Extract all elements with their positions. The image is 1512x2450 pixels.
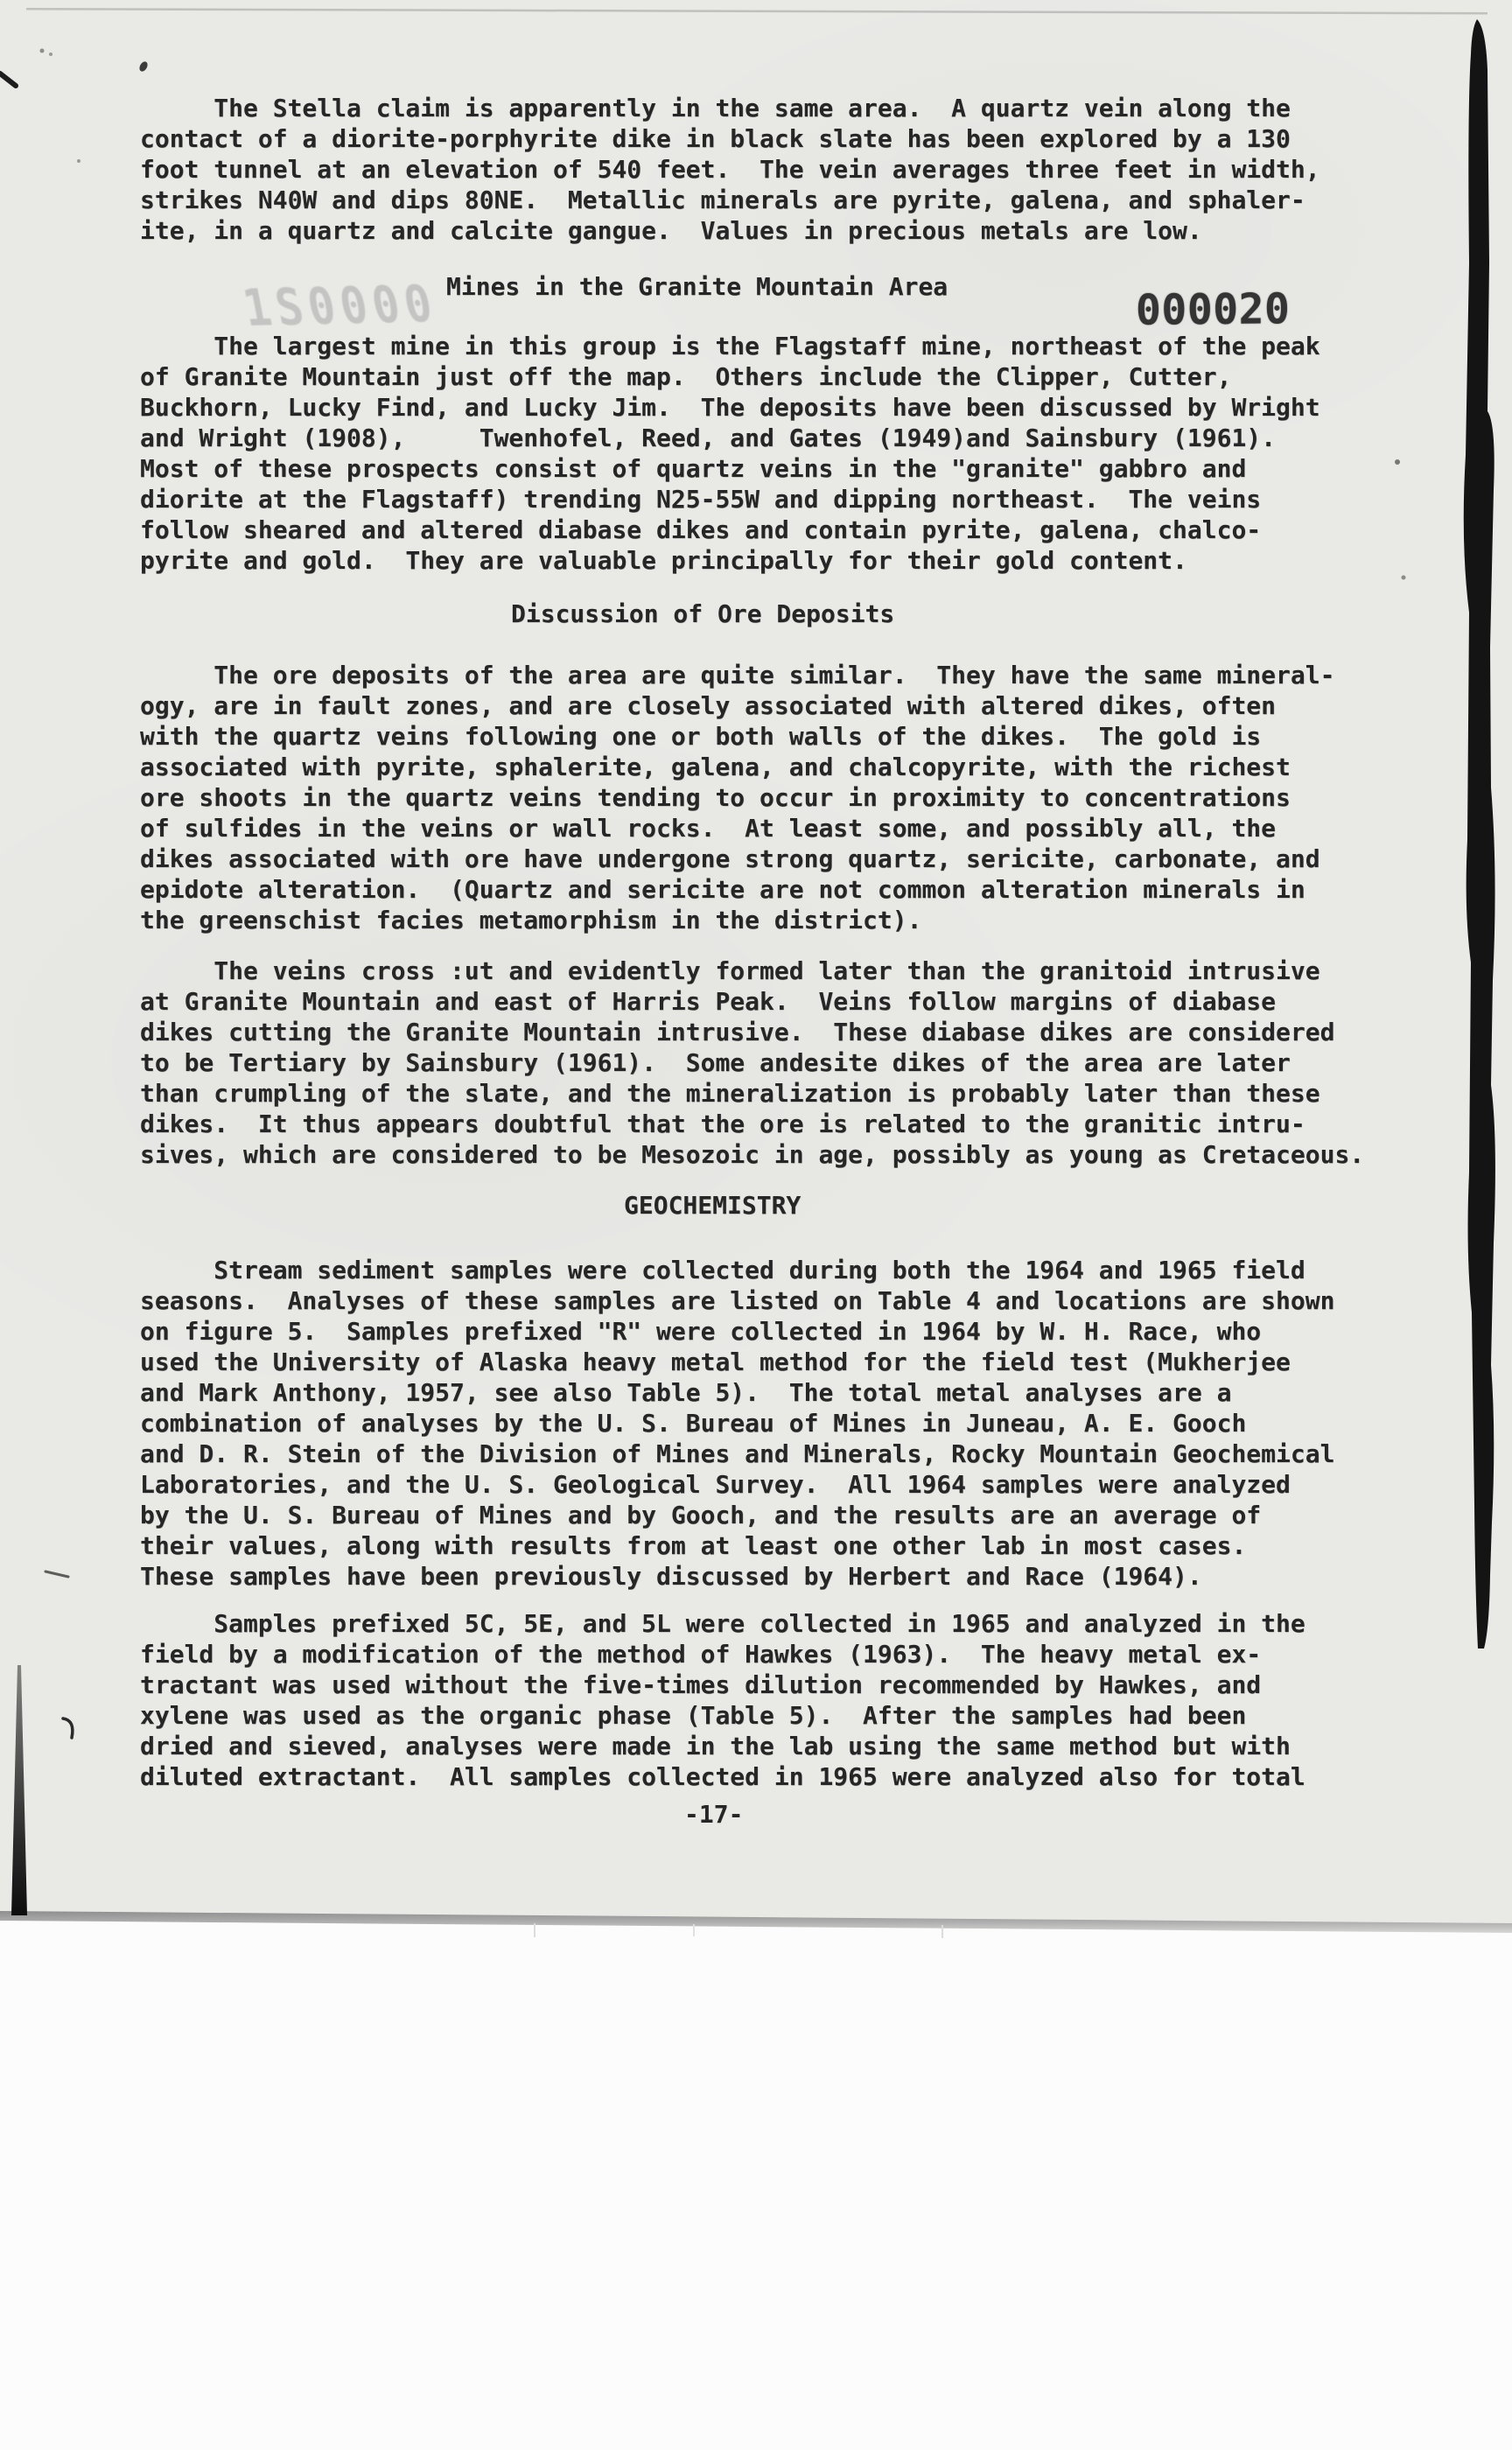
text-line: follow sheared and altered diabase dikes and contain pyrite, galena, chalco- xyxy=(140,515,1262,544)
stamp-bleedthrough: 1S0000 xyxy=(238,273,443,338)
scanner-streak xyxy=(942,1925,943,1938)
text-line: associated with pyrite, sphalerite, galena, and chalcopyrite, with the richest xyxy=(140,752,1291,781)
text-line: The ore deposits of the area are quite similar. They have the same mineral- xyxy=(140,661,1335,690)
text-line: contact of a diorite-porphyrite dike in black slate has been explored by a 130 xyxy=(140,124,1291,153)
text-line: pyrite and gold. They are valuable principally for their gold content. xyxy=(140,546,1187,575)
text-line: to be Tertiary by Sainsbury (1961). Some andesite dikes of the area are later xyxy=(140,1048,1291,1077)
text-line: dikes cutting the Granite Mountain intrusive. These diabase dikes are considered xyxy=(140,1018,1335,1046)
text-line: their values, along with results from at least one other lab in most cases. xyxy=(140,1531,1247,1560)
text-line: xylene was used as the organic phase (Table 5). After the samples had been xyxy=(140,1701,1247,1730)
text-line: sives, which are considered to be Mesozoic in age, possibly as young as Cretaceous. xyxy=(140,1140,1365,1169)
text-line: The Stella claim is apparently in the same area. A quartz vein along the xyxy=(140,94,1291,122)
text-line: The veins cross :ut and evidently formed later than the granitoid intrusive xyxy=(140,956,1320,985)
text-line: These samples have been previously discussed by Herbert and Race (1964). xyxy=(140,1562,1202,1591)
paragraph-stream-sediment xyxy=(140,1255,1334,1592)
text-line: combination of analyses by the U. S. Bureau of Mines in Juneau, A. E. Gooch xyxy=(140,1409,1247,1438)
paragraph-samples-5c5e5l xyxy=(140,1608,1306,1792)
text-line: Most of these prospects consist of quartz veins in the "granite" gabbro and xyxy=(140,454,1247,483)
scanner-background xyxy=(0,1918,1512,2450)
text-line: and Wright (1908), Twenhofel, Reed, and Gates (1949)and Sainsbury (1961). xyxy=(140,424,1277,452)
text-line: ogy, are in fault zones, and are closely associated with altered dikes, often xyxy=(140,691,1277,720)
text-line: and Mark Anthony, 1957, see also Table 5). The total metal analyses are a xyxy=(140,1378,1232,1407)
text-line: seasons. Analyses of these samples are listed on Table 4 and locations are shown xyxy=(140,1286,1335,1315)
text-line: The largest mine in this group is the Flagstaff mine, northeast of the peak xyxy=(140,332,1320,360)
page-number: -17- xyxy=(684,1800,744,1829)
text-line: on figure 5. Samples prefixed "R" were collected in 1964 by W. H. Race, who xyxy=(140,1317,1262,1346)
text-line: of Granite Mountain just off the map. Others include the Clipper, Cutter, xyxy=(140,362,1232,391)
scanner-streak xyxy=(693,1924,695,1936)
text-line: tractant was used without the five-times dilution recommended by Hawkes, and xyxy=(140,1670,1262,1699)
text-line: Samples prefixed 5C, 5E, and 5L were collected in 1965 and analyzed in the xyxy=(140,1609,1306,1638)
paragraph-veins-crosscut xyxy=(140,956,1364,1170)
section-heading-mines: Mines in the Granite Mountain Area xyxy=(446,272,948,301)
section-heading-discussion: Discussion of Ore Deposits xyxy=(511,599,895,628)
text-line: epidote alteration. (Quartz and sericite are not common alteration minerals in xyxy=(140,875,1306,904)
text-line: by the U. S. Bureau of Mines and by Gooch, and the results are an average of xyxy=(140,1501,1262,1530)
text-line: diluted extractant. All samples collected in 1965 were analyzed also for total xyxy=(140,1762,1306,1791)
scanner-streak xyxy=(534,1923,536,1937)
text-line: Stream sediment samples were collected during both the 1964 and 1965 field xyxy=(140,1256,1306,1284)
text-line: with the quartz veins following one or both walls of the dikes. The gold is xyxy=(140,722,1262,751)
text-line: dikes associated with ore have undergone strong quartz, sericite, carbonate, and xyxy=(140,844,1320,873)
section-heading-geochemistry: GEOCHEMISTRY xyxy=(624,1191,802,1220)
paragraph-stella-claim xyxy=(140,93,1320,246)
stamp-000020: 000020 xyxy=(1135,284,1291,335)
text-line: foot tunnel at an elevation of 540 feet. The vein averages three feet in width, xyxy=(140,155,1320,184)
text-line: at Granite Mountain and east of Harris Peak. Veins follow margins of diabase xyxy=(140,987,1277,1016)
paragraph-ore-deposits xyxy=(140,660,1334,935)
text-line: Laboratories, and the U. S. Geological Survey. All 1964 samples were analyzed xyxy=(140,1470,1291,1499)
text-line: field by a modification of the method of Hawkes (1963). The heavy metal ex- xyxy=(140,1640,1262,1669)
text-line: dried and sieved, analyses were made in the lab using the same method but with xyxy=(140,1732,1291,1760)
text-line: used the University of Alaska heavy metal method for the field test (Mukherjee xyxy=(140,1348,1291,1376)
text-line: of sulfides in the veins or wall rocks. At least some, and possibly all, the xyxy=(140,814,1277,843)
text-line: diorite at the Flagstaff) trending N25-55W and dipping northeast. The veins xyxy=(140,485,1262,514)
text-line: Buckhorn, Lucky Find, and Lucky Jim. The deposits have been discussed by Wright xyxy=(140,393,1320,422)
paragraph-flagstaff-mine xyxy=(140,331,1320,576)
text-line: strikes N40W and dips 80NE. Metallic minerals are pyrite, galena, and sphaler- xyxy=(140,186,1306,214)
text-line: ore shoots in the quartz veins tending to occur in proximity to concentrations xyxy=(140,783,1291,812)
text-line: dikes. It thus appears doubtful that the ore is related to the granitic intru- xyxy=(140,1110,1306,1138)
text-line: the greenschist facies metamorphism in the district). xyxy=(140,906,922,934)
text-line: ite, in a quartz and calcite gangue. Values in precious metals are low. xyxy=(140,216,1202,245)
text-line: than crumpling of the slate, and the mineralization is probably later than these xyxy=(140,1079,1320,1108)
text-line: and D. R. Stein of the Division of Mines and Minerals, Rocky Mountain Geochemical xyxy=(140,1439,1335,1468)
